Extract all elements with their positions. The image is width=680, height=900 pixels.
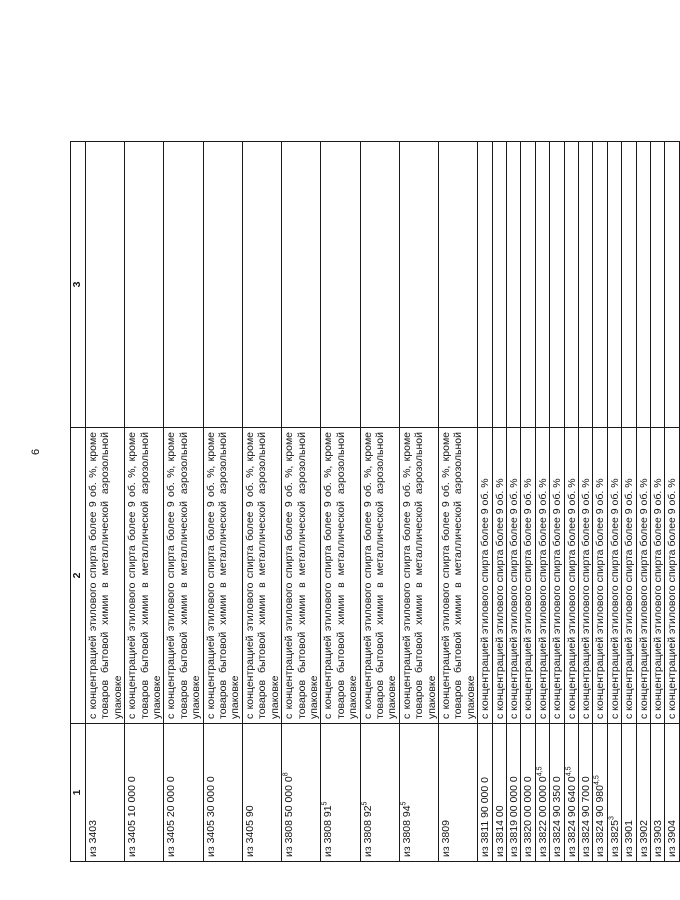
commodity-code [478, 724, 492, 862]
column-3-cell [651, 142, 665, 428]
table-row [622, 142, 636, 862]
commodity-code [164, 724, 203, 862]
table-row [492, 142, 506, 862]
commodity-code [521, 724, 535, 862]
commodity-code [360, 724, 399, 862]
page-number: 6 [30, 448, 42, 455]
code-text: из 3808 94 [400, 805, 413, 857]
commodity-code [579, 724, 593, 862]
footnote-marker: 5 [321, 801, 329, 806]
commodity-code [636, 724, 650, 862]
description: с концентрацией этилового спирта более 9 об. % [550, 428, 564, 724]
column-3-cell [535, 142, 549, 428]
table-row [125, 142, 164, 862]
table-header-row [71, 142, 86, 862]
footnote-marker: 4,5 [593, 775, 601, 785]
table-row [593, 142, 607, 862]
table-row [636, 142, 650, 862]
description: с концентрацией этилового спирта более 9 об. % [622, 428, 636, 724]
column-3-cell [550, 142, 564, 428]
code-text: из 3811 90 000 0 [479, 777, 492, 857]
column-3-cell [492, 142, 506, 428]
column-3-cell [164, 142, 203, 428]
table-row [86, 142, 125, 862]
description: с концентрацией этилового спирта более 9 об. % [492, 428, 506, 724]
table-row [242, 142, 281, 862]
code-text: из 3809 [439, 820, 452, 857]
code-text: из 3901 [623, 820, 636, 857]
description: с концентрацией этилового спирта более 9 об. % [521, 428, 535, 724]
code-text: из 3825 [608, 820, 621, 857]
column-3-cell [636, 142, 650, 428]
commodity-code [399, 724, 438, 862]
column-3-cell [360, 142, 399, 428]
code-text: из 3405 10 000 0 [126, 776, 139, 857]
description: с концентрацией этилового спирта более 9 об. %, кроме товаров бытовой химии в металлической аэрозольной упаковке [242, 428, 281, 724]
code-text: из 3822 00 000 0 [536, 776, 549, 857]
table-row [579, 142, 593, 862]
column-header-2: 2 [71, 428, 86, 724]
description: с концентрацией этилового спирта более 9 об. % [665, 428, 679, 724]
code-text: из 3808 91 [322, 805, 335, 857]
commodity-code [203, 724, 242, 862]
code-text: из 3824 90 640 0 [565, 776, 578, 857]
code-text: из 3819 00 000 0 [508, 776, 520, 857]
column-3-cell [593, 142, 607, 428]
table-row [203, 142, 242, 862]
commodity-code [507, 724, 521, 862]
column-3-cell [125, 142, 164, 428]
description: с концентрацией этилового спирта более 9 об. %, кроме товаров бытовой химии в металлической аэрозольной упаковке [438, 428, 477, 724]
column-3-cell [86, 142, 125, 428]
code-text: из 3405 30 000 0 [204, 776, 217, 857]
description: с концентрацией этилового спирта более 9 об. %, кроме товаров бытовой химии в металлической аэрозольной упаковке [399, 428, 438, 724]
table-row [321, 142, 360, 862]
table-row [535, 142, 549, 862]
commodity-code [607, 724, 621, 862]
commodity-code [535, 724, 549, 862]
commodity-code [282, 724, 321, 862]
description: с концентрацией этилового спирта более 9 об. %, кроме товаров бытовой химии в металлической аэрозольной упаковке [282, 428, 321, 724]
commodity-code [651, 724, 665, 862]
column-3-cell [321, 142, 360, 428]
column-3-cell [507, 142, 521, 428]
table-row [507, 142, 521, 862]
code-text: из 3903 [652, 820, 665, 857]
column-3-cell [478, 142, 492, 428]
description: с концентрацией этилового спирта более 9 об. %, кроме товаров бытовой химии в металлической аэрозольной упаковке [360, 428, 399, 724]
code-text: из 3904 [666, 820, 679, 857]
code-text: из 3814 00 [493, 805, 506, 857]
code-text: из 3808 50 000 0 [283, 776, 296, 857]
table-row [438, 142, 477, 862]
table-row [478, 142, 492, 862]
description: с концентрацией этилового спирта более 9 об. %, кроме товаров бытовой химии в металлической аэрозольной упаковке [321, 428, 360, 724]
table-row [282, 142, 321, 862]
code-text: из 3824 90 980 [594, 785, 607, 857]
code-text: из 3824 90 350 0 [551, 776, 564, 857]
code-text: из 3902 [637, 820, 650, 857]
code-text: из 3808 92 [361, 805, 374, 857]
description: с концентрацией этилового спирта более 9 об. % [636, 428, 650, 724]
description: с концентрацией этилового спирта более 9 об. % [607, 428, 621, 724]
footnote-marker: 4,5 [536, 766, 544, 777]
column-3-cell [521, 142, 535, 428]
description: с концентрацией этилового спирта более 9 об. % [507, 428, 521, 724]
rotated-table-sheet [70, 142, 679, 862]
column-3-cell [622, 142, 636, 428]
code-text: из 3824 90 700 0 [580, 776, 593, 857]
commodity-code [564, 724, 578, 862]
commodity-code [622, 724, 636, 862]
table-row [360, 142, 399, 862]
footnote-marker: 8 [282, 772, 290, 777]
code-text: из 3405 20 000 0 [165, 776, 178, 857]
column-3-cell [399, 142, 438, 428]
description: с концентрацией этилового спирта более 9 об. % [564, 428, 578, 724]
footnote-marker: 5 [361, 801, 369, 806]
code-text: из 3405 90 [243, 805, 256, 857]
commodity-code [550, 724, 564, 862]
column-3-cell [203, 142, 242, 428]
column-header-1: 1 [71, 724, 86, 862]
description: с концентрацией этилового спирта более 9 об. % [579, 428, 593, 724]
description: с концентрацией этилового спирта более 9 об. % [478, 428, 492, 724]
footnote-marker: 4,5 [565, 766, 573, 777]
table-row [564, 142, 578, 862]
column-3-cell [607, 142, 621, 428]
table-row [665, 142, 679, 862]
data-table [70, 141, 680, 862]
commodity-code [125, 724, 164, 862]
code-text: из 3403 [87, 820, 99, 857]
commodity-code [242, 724, 281, 862]
column-3-cell [282, 142, 321, 428]
description: с концентрацией этилового спирта более 9 об. % [535, 428, 549, 724]
commodity-code [492, 724, 506, 862]
description: с концентрацией этилового спирта более 9 об. % [651, 428, 665, 724]
code-text: из 3820 00 000 0 [522, 776, 535, 857]
table-row [164, 142, 203, 862]
description: с концентрацией этилового спирта более 9 об. %, кроме товаров бытовой химии в металлической аэрозольной упаковке [125, 428, 164, 724]
table-row [607, 142, 621, 862]
footnote-marker: 5 [400, 801, 408, 806]
commodity-code [321, 724, 360, 862]
column-header-3: 3 [71, 142, 86, 428]
table-row [651, 142, 665, 862]
table-row [399, 142, 438, 862]
description: с концентрацией этилового спирта более 9 об. %, кроме товаров бытовой химии в металлической аэрозольной упаковке [203, 428, 242, 724]
commodity-code [438, 724, 477, 862]
column-3-cell [564, 142, 578, 428]
table-row [550, 142, 564, 862]
column-3-cell [665, 142, 679, 428]
description: с концентрацией этилового спирта более 9 об. % [593, 428, 607, 724]
commodity-code [86, 724, 125, 862]
footnote-marker: 3 [608, 816, 616, 821]
column-3-cell [438, 142, 477, 428]
description: с концентрацией этилового спирта более 9 об. %, кроме товаров бытовой химии в металлической аэрозольной упаковке [86, 428, 125, 724]
description: с концентрацией этилового спирта более 9 об. %, кроме товаров бытовой химии в металлической аэрозольной упаковке [164, 428, 203, 724]
commodity-code [593, 724, 607, 862]
commodity-code [665, 724, 679, 862]
table-row [521, 142, 535, 862]
column-3-cell [579, 142, 593, 428]
column-3-cell [242, 142, 281, 428]
